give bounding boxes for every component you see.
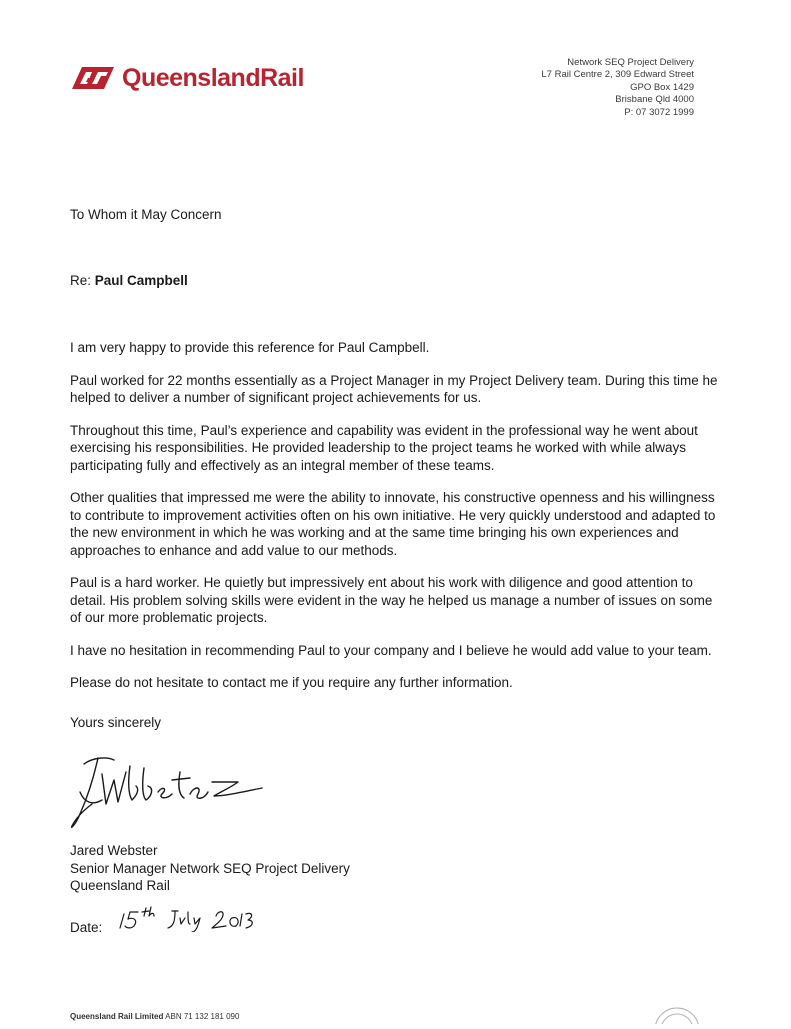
- address-line: L7 Rail Centre 2, 309 Edward Street: [541, 69, 694, 81]
- sender-address: [541, 57, 694, 119]
- handwritten-date: [118, 906, 258, 935]
- footer: [70, 1012, 239, 1021]
- footer-abn: ABN 71 132 181 090: [165, 1012, 240, 1021]
- re-subject: Paul Campbell: [94, 273, 188, 288]
- address-line: Brisbane Qld 4000: [615, 94, 694, 106]
- letter-body: [70, 339, 720, 707]
- body-paragraph: Throughout this time, Paul’s experience and capability was evident in the professional way he went about exercising his responsibilities. He provided leadership to the project teams he worked with while always participating fully and effectively as an integral member of these teams.: [70, 422, 698, 473]
- queensland-rail-logo: [68, 60, 304, 96]
- re-label: Re:: [70, 273, 92, 288]
- queensland-rail-emblem-icon: [68, 63, 118, 93]
- date-row: [70, 906, 258, 935]
- signatory-name: Jared Webster: [70, 843, 158, 858]
- address-line: GPO Box 1429: [630, 81, 694, 93]
- handwritten-signature: [62, 752, 277, 839]
- brand-name: QueenslandRail: [122, 63, 304, 92]
- signatory-organisation: Queensland Rail: [70, 878, 170, 893]
- partial-seal-stamp: [652, 1004, 702, 1029]
- body-paragraph: Paul worked for 22 months essentially as a Project Manager in my Project Delivery team. During this time he helped to deliver a number of significant project achievements for us.: [70, 372, 718, 405]
- address-line: Network SEQ Project Delivery: [567, 57, 694, 68]
- signatory-block: [70, 842, 350, 895]
- body-paragraph: I am very happy to provide this reference for Paul Campbell.: [70, 340, 430, 355]
- body-paragraph: I have no hesitation in recommending Paul to your company and I believe he would add value to your team.: [70, 642, 712, 658]
- signatory-title: Senior Manager Network SEQ Project Delivery: [70, 860, 350, 876]
- body-paragraph: Please do not hesitate to contact me if you require any further information.: [70, 675, 513, 690]
- salutation: To Whom it May Concern: [70, 207, 222, 222]
- date-label: Date:: [70, 920, 103, 935]
- address-phone: P: 07 3072 1999: [624, 106, 694, 118]
- body-paragraph: Other qualities that impressed me were the ability to innovate, his constructive openness and his willingness to contribute to improvement activities often on his own initiative. He very quickly understood and adapted to the new environment in which he was working and at the same time bringing his own experiences and approaches to enhance and add value to our methods.: [70, 490, 716, 558]
- re-line: [70, 273, 188, 288]
- footer-company: Queensland Rail Limited: [70, 1012, 164, 1021]
- closing: Yours sincerely: [70, 715, 162, 730]
- body-paragraph: Paul is a hard worker. He quietly but impressively ent about his work with diligence and good attention to detail. His problem solving skills were evident in the way he helped us manage a number of issues on some of our more problematic projects.: [70, 575, 713, 625]
